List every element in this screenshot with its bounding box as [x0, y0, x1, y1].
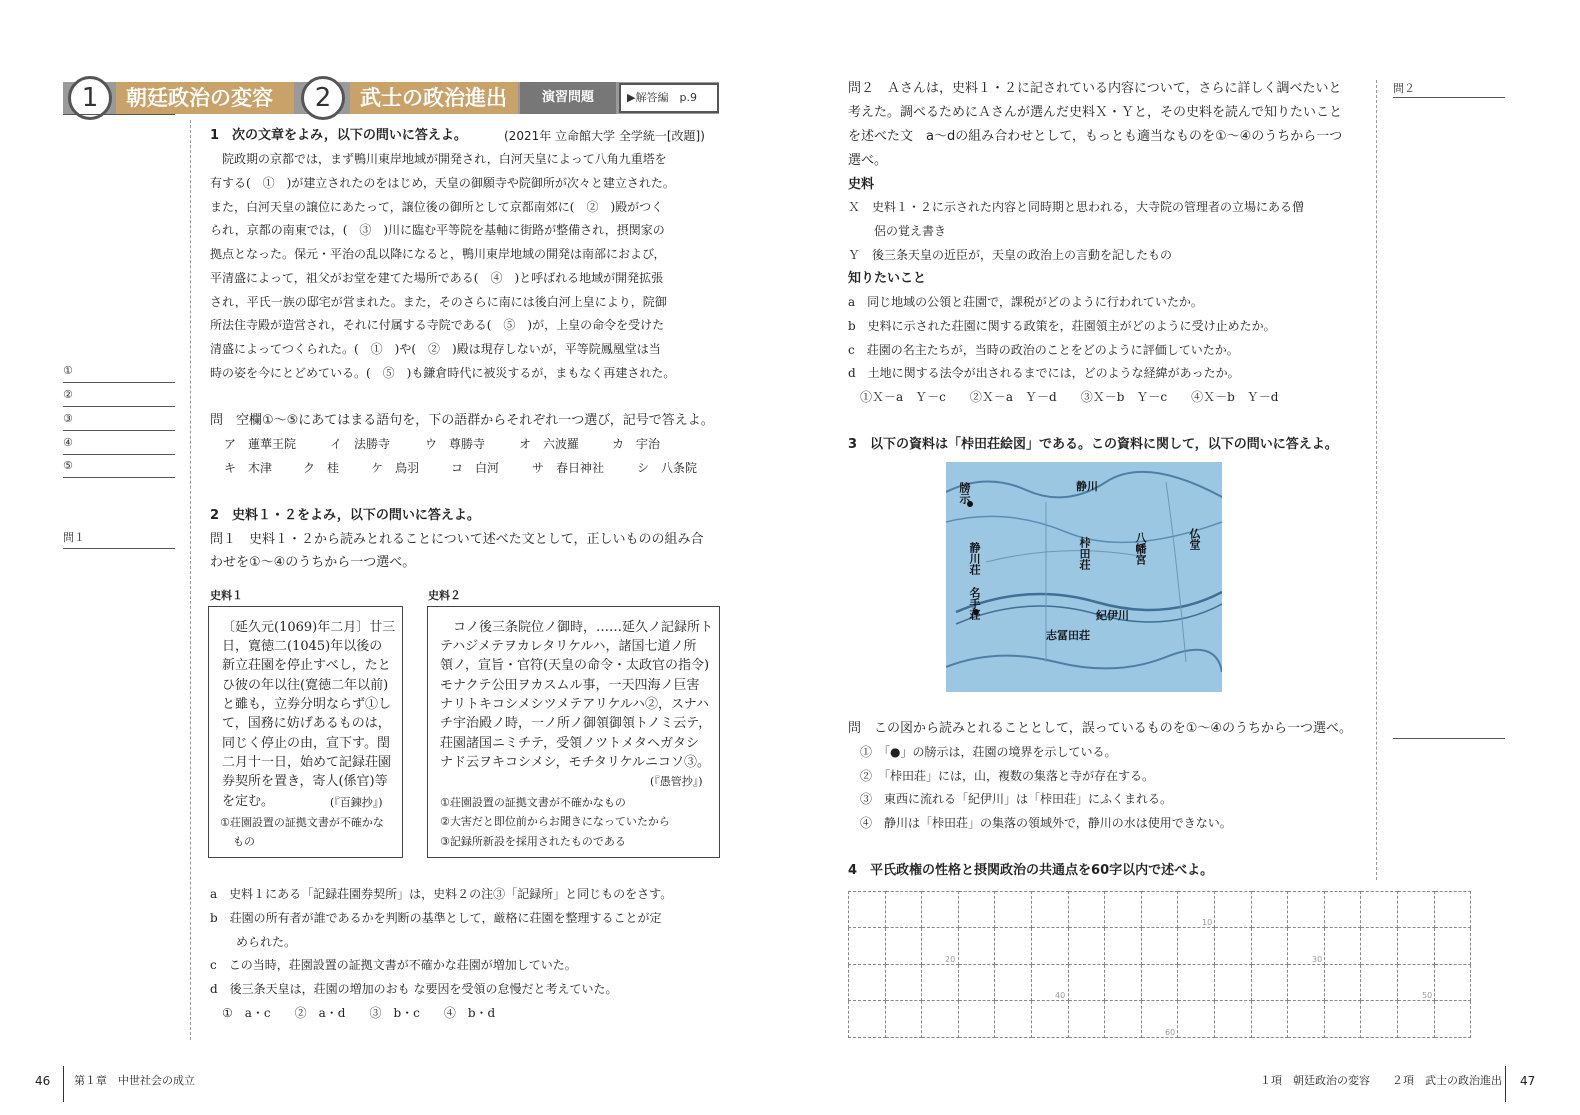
grid-count-mark: 30	[1312, 955, 1323, 964]
source-1-line: 日，寛徳二(1045)年以後の	[222, 639, 383, 654]
source-1-label: 史料１	[210, 589, 243, 602]
source-2-citation: (『愚管抄』)	[650, 775, 703, 788]
choice: ア 蓮華王院	[224, 437, 297, 451]
map-drawing	[946, 462, 1222, 692]
passage-line: られ，京都の南東では，( ③ )川に臨む平等院を基軸に街路が整備され，摂関家の	[210, 223, 665, 237]
q2-2-options: ①Ｘ－a Ｙ－c ②Ｘ－a Ｙ－d ③Ｘ－b Ｙ－c ④Ｘ－b Ｙ－d	[860, 390, 1279, 404]
right-section-title: １項 朝廷政治の変容 ２項 武士の政治進出	[1260, 1074, 1502, 1087]
right-page-number: 47	[1520, 1074, 1536, 1088]
question-1-title: 1 次の文章をよみ，以下の問いに答えよ。	[210, 128, 467, 143]
drill-label: 演習問題	[520, 82, 616, 114]
q2-2-line: 考えた。調べるためにＡさんが選んだ史料Ｘ・Ｙと，その史料を読んで知りたいこと	[848, 105, 1343, 120]
want-a: a 同じ地域の公領と荘園で，課税がどのように行われていたか。	[848, 295, 1203, 309]
grid-count-mark: 40	[1055, 991, 1066, 1000]
passage-line: 拠点となった。保元・平治の乱以降になると，鴨川東岸地域の開発は南部におよび，	[210, 247, 666, 261]
q3-option: ① 「●」の牓示は，荘園の境界を示している。	[860, 745, 1117, 759]
passage-line: 所法住寺殿が造営され，それに付属する寺院である( ⑤ )が，上皇の命令を受けた	[210, 318, 665, 332]
source-1-line: と雖も，立券分明ならず①し	[222, 697, 392, 712]
q2-2-line: 選べ。	[848, 153, 888, 168]
passage-line: また，白河天皇の譲位にあたって，譲位後の御所として京都南郊に( ② )殿がつく	[210, 200, 664, 214]
grid-count-mark: 10	[1202, 918, 1213, 927]
answer-line[interactable]	[63, 454, 175, 455]
answer-label: ⑤	[63, 459, 73, 472]
choice: サ 春日神社	[532, 461, 605, 475]
source-1-citation: (『百錬抄』)	[330, 796, 383, 809]
want-b: b 史料に示された荘園に関する政策を，荘園領主がどのように受け止めたか。	[848, 319, 1276, 333]
margin-q2-label: 問２	[1393, 82, 1415, 95]
source-y: Ｙ 後三条天皇の近臣が，天皇の政治上の言動を記したもの	[848, 248, 1173, 262]
answer-label: ③	[63, 412, 73, 425]
q3-option: ② 「桛田荘」には，山，複数の集落と寺が存在する。	[860, 769, 1155, 783]
section-number-2: 2	[301, 76, 345, 120]
q2-2-line: 問２ Ａさんは，史料１・２に記されている内容について，さらに詳しく調べたいと	[848, 81, 1342, 96]
margin-divider-left	[190, 120, 191, 1040]
source-1-note: ①荘園設置の証拠文書が不確かな	[220, 816, 384, 829]
answer-line[interactable]	[63, 477, 175, 478]
answer-reference[interactable]: ▶解答編 p.9	[619, 83, 719, 113]
source-1-line: 同じく停止の由，宣下す。閏	[222, 736, 390, 751]
source-2-line: 荘園諸国ニミチテ，受領ノツトメタヘガタシ	[440, 736, 699, 751]
left-chapter-title: 第１章 中世社会の成立	[74, 1074, 195, 1087]
source-2-line: ナリトキコシメシツメテアリケルハ②，スナハ	[440, 697, 709, 712]
map-label-shizukawasho: 静川荘	[968, 542, 981, 575]
shiryo-heading: 史料	[848, 177, 875, 192]
map-label-boji: 牓示	[958, 482, 971, 504]
source-1-line: 二月十一日，始めて記録荘園	[222, 755, 392, 770]
margin-top-line	[63, 114, 175, 115]
source-1-line: を定む。	[222, 794, 275, 809]
source-1-note: もの	[233, 835, 255, 848]
choice: カ 宇治	[612, 437, 661, 451]
source-2-line: チ宇治殿ノ時，一ノ所ノ御領御領トノミ云テ，	[440, 716, 712, 731]
source-1-line: て，国務に妨げあるものは，	[222, 716, 391, 731]
grid-count-mark: 50	[1422, 991, 1433, 1000]
answer-label: ④	[63, 436, 73, 449]
answer-line[interactable]	[63, 430, 175, 431]
map-label-hachiman: 八幡宮	[1134, 532, 1147, 565]
margin-q1-label: 問１	[63, 531, 85, 544]
question-1-prompt: 問 空欄①～⑤にあてはまる語句を，下の語群からそれぞれ一つ選び，記号で答えよ。	[210, 413, 714, 428]
map-label-kiigawa: 紀伊川	[1096, 609, 1129, 622]
map-label-butsudo: 仏堂	[1188, 528, 1201, 550]
source-1-line: 新立荘園を停止すべし，たと	[222, 658, 391, 673]
source-2-line: モナクテ公田ヲカスムル事，一天四海ノ巨害	[440, 678, 700, 693]
source-2-line: 領ノ，宣旨・官符(天皇の命令・太政官の指令)	[440, 658, 710, 673]
question-4-title: 4 平氏政権の性格と摂関政治の共通点を60字以内で述べよ。	[848, 863, 1214, 878]
source-2-line: ナド云ヲキコシメシ，モチタリケルニコソ③。	[440, 755, 711, 770]
map-label-shibutasho: 志冨田荘	[1046, 629, 1090, 642]
left-page-number: 46	[35, 1074, 51, 1088]
choice: ウ 尊勝寺	[425, 437, 486, 451]
answer-line[interactable]	[1393, 97, 1505, 98]
statement-c: c この当時，荘園設置の証拠文書が不確かな荘園が増加していた。	[210, 958, 577, 972]
question-2-1-prompt: わせを①～④のうちから一つ選べ。	[210, 555, 416, 570]
source-2-note: ③記録所新設を採用されたものである	[440, 835, 626, 848]
answer-label: ①	[63, 364, 73, 377]
q2-2-line: を述べた文 a～dの組み合わせとして，もっとも適当なものを①～④のうちから一つ	[848, 129, 1343, 144]
footer-rule-left	[63, 1066, 64, 1102]
answer-grid[interactable]	[848, 891, 1471, 1038]
question-3-prompt: 問 この図から読みとれることとして，誤っているものを①～④のうちから一つ選べ。	[848, 721, 1353, 736]
choice: イ 法勝寺	[330, 437, 391, 451]
source-1-line: 〔延久元(1069)年二月〕廿三	[222, 620, 396, 635]
choice: キ 木津	[224, 461, 273, 475]
statement-d: d 後三条天皇は，荘園の増加のおも な要因を受領の怠慢だと考えていた。	[210, 982, 618, 996]
answer-line[interactable]	[63, 406, 175, 407]
section-title-1: 朝廷政治の変容	[116, 82, 294, 114]
kaseda-map	[946, 462, 1222, 692]
source-2-label: 史料２	[428, 589, 461, 602]
source-2-note: ②大害だと即位前からお聞きになっていたから	[440, 815, 670, 828]
passage-line: 清盛によってつくられた。( ① )や( ② )殿は現存しないが，平等院鳳凰堂は当	[210, 342, 661, 356]
footer-rule-right	[1505, 1066, 1506, 1102]
question-2-1-prompt: 問１ 史料１・２から読みとれることについて述べた文として，正しいものの組み合	[210, 532, 704, 547]
map-label-nategasho: 名手荘	[968, 587, 981, 620]
want-c: c 荘園の名主たちが，当時の政治のことをどのように評価していたか。	[848, 343, 1239, 357]
section-number-1: 1	[68, 76, 112, 120]
source-2-line: コノ後三条院位ノ御時，……延久ノ記録所ト	[440, 620, 714, 635]
section-title-2: 武士の政治進出	[350, 82, 518, 114]
question-3-title: 3 以下の資料は「桛田荘絵図」である。この資料に関して，以下の問いに答えよ。	[848, 437, 1338, 452]
passage-line: 有する( ① )が建立されたのをはじめ，天皇の御願寺や院御所が次々と建立された。	[210, 176, 675, 190]
question-2-title: 2 史料１・２をよみ，以下の問いに答えよ。	[210, 508, 480, 523]
statement-b: b 荘園の所有者が誰であるかを判断の基準として，厳格に荘園を整理することが定	[210, 911, 662, 925]
choice: ク 桂	[303, 461, 340, 475]
answer-line[interactable]	[63, 382, 175, 383]
passage-line: され，平氏一族の邸宅が営まれた。また，そのさらに南には後白河上皇により，院御	[210, 295, 667, 309]
q3-option: ③ 東西に流れる「紀伊川」は「桛田荘」にふくまれる。	[860, 792, 1173, 806]
map-label-shizukawa: 静川	[1076, 480, 1098, 493]
margin-divider-right	[1376, 80, 1377, 880]
passage-line: 時の姿を今にとどめている。( ⑤ )も鎌倉時代に被災するが，まもなく再建された。	[210, 366, 676, 380]
source-1-line: ひ彼の年以往(寛徳二年以前)	[222, 678, 389, 693]
question-1-source: (2021年 立命館大学 全学統一[改題])	[504, 129, 705, 143]
source-2-note: ①荘園設置の証拠文書が不確かなもの	[440, 796, 626, 809]
want-heading: 知りたいこと	[848, 271, 927, 286]
statement-a: a 史料１にある「記録荘園券契所」は，史料２の注③「記録所」と同じものをさす。	[210, 887, 673, 901]
answer-options: ① a・c ② a・d ③ b・c ④ b・d	[222, 1006, 496, 1020]
grid-count-mark: 60	[1165, 1028, 1176, 1037]
choice: ケ 鳥羽	[371, 461, 420, 475]
source-2-line: テハジメテヲカレタリケルハ，諸国七道ノ所	[440, 639, 697, 654]
answer-label: ②	[63, 388, 73, 401]
choice: シ 八条院	[637, 461, 698, 475]
want-d: d 土地に関する法令が出されるまでには，どのような経緯があったか。	[848, 366, 1240, 380]
source-x-cont: 侶の覚え書き	[874, 224, 947, 238]
statement-b-cont: められた。	[236, 935, 297, 949]
answer-line[interactable]	[1393, 738, 1505, 739]
grid-count-mark: 20	[945, 955, 956, 964]
q3-option: ④ 静川は「桛田荘」の集落の領域外で，静川の水は使用できない。	[860, 816, 1232, 830]
answer-line[interactable]	[63, 548, 175, 549]
passage-line: 平清盛によって，祖父がお堂を建てた場所である( ④ )と呼ばれる地域が開発拡張	[210, 271, 664, 285]
passage-line: 院政期の京都では，まず鴨川東岸地域が開発され，白河天皇によって八角九重塔を	[210, 152, 667, 166]
source-x: Ｘ 史料１・２に示された内容と同時期と思われる，大寺院の管理者の立場にある僧	[848, 200, 1305, 214]
choice: オ 六波羅	[519, 437, 580, 451]
map-label-kaseda: 桛田荘	[1078, 537, 1091, 570]
source-1-line: 券契所を置き，寄人(係官)等	[222, 774, 388, 789]
choice: コ 白河	[451, 461, 500, 475]
